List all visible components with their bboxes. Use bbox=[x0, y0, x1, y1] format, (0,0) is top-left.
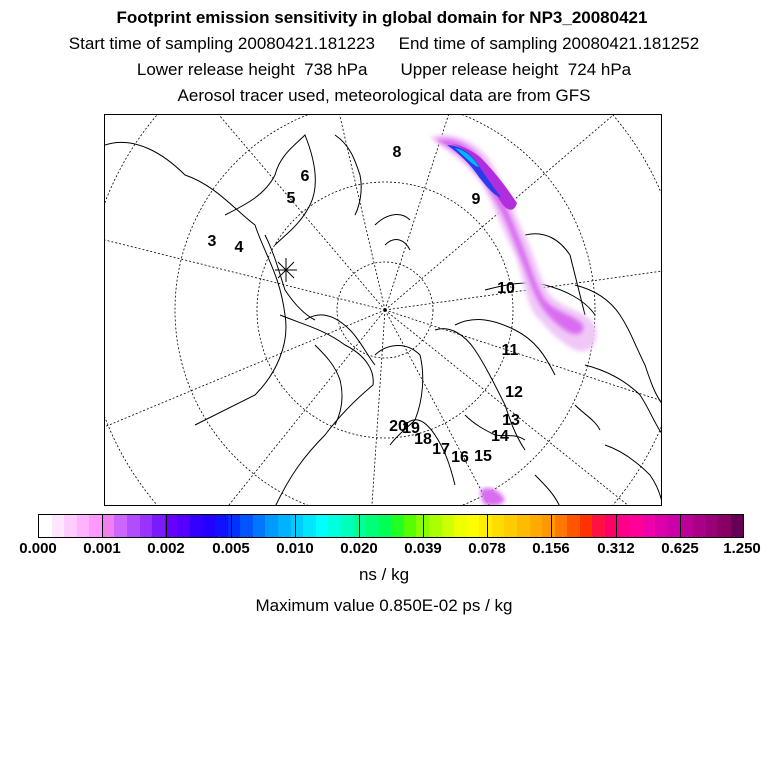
colorbar-swatch bbox=[265, 515, 278, 537]
colorbar-swatch bbox=[693, 515, 706, 537]
graticule bbox=[105, 115, 662, 506]
day-label-11: 11 bbox=[501, 342, 519, 359]
day-label-16: 16 bbox=[451, 449, 469, 466]
day-label-8: 8 bbox=[392, 144, 402, 161]
colorbar bbox=[38, 514, 744, 538]
colorbar-swatch bbox=[64, 515, 77, 537]
colorbar-swatch bbox=[379, 515, 392, 537]
colorbar-swatch bbox=[291, 515, 304, 537]
colorbar-tick bbox=[551, 515, 552, 537]
colorbar-swatch bbox=[668, 515, 681, 537]
colorbar-swatch bbox=[240, 515, 253, 537]
colorbar-swatch bbox=[215, 515, 228, 537]
asterisk-marker bbox=[275, 258, 297, 282]
colorbar-swatch bbox=[731, 515, 744, 537]
colorbar-units: ns / kg bbox=[358, 565, 410, 584]
colorbar-swatch bbox=[504, 515, 517, 537]
colorbar-swatch bbox=[630, 515, 643, 537]
colorbar-swatch bbox=[366, 515, 379, 537]
colorbar-swatch bbox=[341, 515, 354, 537]
colorbar-swatch bbox=[530, 515, 543, 537]
colorbar-swatch bbox=[278, 515, 291, 537]
colorbar-label: 0.000 bbox=[19, 540, 57, 557]
colorbar-label: 0.005 bbox=[212, 540, 250, 557]
colorbar-swatch bbox=[203, 515, 216, 537]
day-label-20: 20 bbox=[389, 418, 407, 435]
colorbar-swatch bbox=[152, 515, 165, 537]
colorbar-swatch bbox=[479, 515, 492, 537]
day-label-13: 13 bbox=[502, 412, 520, 429]
colorbar-tick bbox=[487, 515, 488, 537]
colorbar-swatch bbox=[190, 515, 203, 537]
colorbar-swatch bbox=[517, 515, 530, 537]
release-heights: Lower release height 738 hPa Upper release height 724 hPa bbox=[136, 60, 632, 79]
day-label-10: 10 bbox=[497, 280, 515, 297]
day-label-19: 19 bbox=[402, 420, 420, 437]
colorbar-label: 1.250 bbox=[723, 540, 761, 557]
colorbar-swatch bbox=[643, 515, 656, 537]
colorbar-swatch bbox=[391, 515, 404, 537]
colorbar-swatch bbox=[567, 515, 580, 537]
polar-map-graphic bbox=[105, 115, 662, 506]
sampling-times: Start time of sampling 20080421.181223 End time of sampling 20080421.181252 bbox=[68, 34, 700, 53]
colorbar-swatch bbox=[492, 515, 505, 537]
colorbar-swatch bbox=[127, 515, 140, 537]
day-label-4: 4 bbox=[234, 239, 244, 256]
colorbar-label: 0.078 bbox=[468, 540, 506, 557]
colorbar-swatch bbox=[706, 515, 719, 537]
colorbar-swatch bbox=[77, 515, 90, 537]
colorbar-swatch bbox=[555, 515, 568, 537]
colorbar-swatch bbox=[177, 515, 190, 537]
colorbar-swatch bbox=[580, 515, 593, 537]
day-label-6: 6 bbox=[300, 168, 310, 185]
colorbar-swatch bbox=[328, 515, 341, 537]
colorbar-label: 0.020 bbox=[340, 540, 378, 557]
colorbar-swatch bbox=[89, 515, 102, 537]
colorbar-tick bbox=[102, 515, 103, 537]
colorbar-swatch bbox=[442, 515, 455, 537]
colorbar-swatch bbox=[52, 515, 65, 537]
day-label-9: 9 bbox=[471, 191, 481, 208]
colorbar-swatch bbox=[228, 515, 241, 537]
figure-title: Footprint emission sensitivity in global domain for NP3_20080421 bbox=[116, 8, 648, 27]
day-label-14: 14 bbox=[491, 428, 509, 445]
day-label-3: 3 bbox=[207, 233, 217, 250]
colorbar-label: 0.625 bbox=[661, 540, 699, 557]
day-label-18: 18 bbox=[414, 431, 432, 448]
colorbar-swatch bbox=[680, 515, 693, 537]
colorbar-swatch bbox=[39, 515, 52, 537]
colorbar-tick bbox=[166, 515, 167, 537]
plume-south-patch bbox=[480, 488, 505, 506]
day-label-5: 5 bbox=[286, 190, 296, 207]
colorbar-swatch bbox=[316, 515, 329, 537]
colorbar-tick bbox=[423, 515, 424, 537]
colorbar-tick bbox=[231, 515, 232, 537]
colorbar-swatch bbox=[303, 515, 316, 537]
colorbar-label: 0.010 bbox=[276, 540, 314, 557]
colorbar-tick bbox=[616, 515, 617, 537]
colorbar-label: 0.156 bbox=[532, 540, 570, 557]
colorbar-swatch bbox=[102, 515, 115, 537]
colorbar-label: 0.312 bbox=[597, 540, 635, 557]
tracer-info: Aerosol tracer used, meteorological data are from GFS bbox=[177, 86, 591, 105]
colorbar-swatch bbox=[454, 515, 467, 537]
colorbar-label: 0.001 bbox=[83, 540, 121, 557]
colorbar-tick bbox=[680, 515, 681, 537]
colorbar-swatch bbox=[718, 515, 731, 537]
colorbar-tick bbox=[295, 515, 296, 537]
day-label-12: 12 bbox=[505, 384, 523, 401]
footprint-map bbox=[104, 114, 662, 506]
colorbar-swatch bbox=[542, 515, 555, 537]
day-label-15: 15 bbox=[474, 448, 492, 465]
colorbar-tick bbox=[359, 515, 360, 537]
colorbar-swatch bbox=[467, 515, 480, 537]
colorbar-swatch bbox=[114, 515, 127, 537]
colorbar-swatch bbox=[655, 515, 668, 537]
colorbar-swatch bbox=[618, 515, 631, 537]
day-label-17: 17 bbox=[432, 441, 450, 458]
colorbar-swatch bbox=[404, 515, 417, 537]
colorbar-swatch bbox=[140, 515, 153, 537]
colorbar-label: 0.039 bbox=[404, 540, 442, 557]
colorbar-swatch bbox=[253, 515, 266, 537]
colorbar-swatch bbox=[592, 515, 605, 537]
maximum-value: Maximum value 0.850E-02 ps / kg bbox=[255, 596, 513, 615]
colorbar-swatch bbox=[429, 515, 442, 537]
colorbar-label: 0.002 bbox=[147, 540, 185, 557]
